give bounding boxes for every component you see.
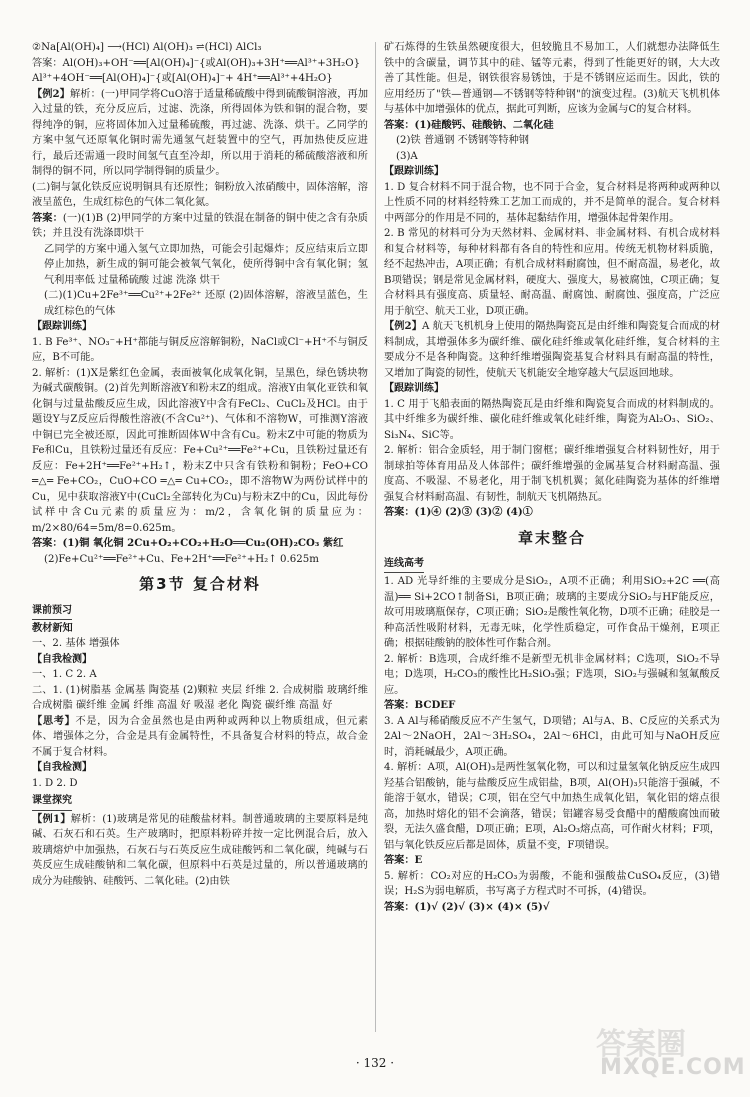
self-check-title: 自我检测: [42, 653, 82, 665]
answer-text: (2)铁 普通钢 不锈钢等特种钢: [396, 135, 529, 146]
answer-label: 答案：: [32, 211, 63, 224]
answer-text: 答案：(1)硅酸钙、硅酸钠、二氧化硅: [384, 118, 554, 131]
watermark-logo: [596, 1019, 746, 1089]
reaction-line: ②Na[Al(OH)₄] ⟶(HCl) Al(OH)₃ ⇌(HCl) AlCl₃: [32, 42, 262, 53]
knowledge-item: 一、2. 基体 增强体: [32, 638, 120, 650]
self-check-heading: 【自我检测】: [32, 653, 92, 665]
chapter-summary-title: 章末整合: [517, 528, 586, 547]
right-column: [384, 40, 720, 915]
watermark-cn: 答案圈: [596, 1027, 686, 1062]
watermark-en: MXQE.COM: [600, 1055, 746, 1080]
training-title: 跟踪训练: [394, 166, 434, 177]
training-item-2: 2. B 常见的材料可分为天然材料、金属材料、非金属材料、有机合成材料和复合材料等，每种材料都有各自的特性和应用。传统无机物材料质脆，经不起热冲击，A项正确；有机合成材料耐腐蚀，但不耐高温，易老化，故B项错误；钢是常见金属材料，硬度大、强度大，易被腐蚀，C项正确；复合材料具有强度高、质量轻、耐高温、耐腐蚀、耐腐蚀、强度高，广泛应用于航空、航天工业，D项正确。: [384, 228, 720, 317]
training-heading: 【跟踪训练】: [384, 166, 444, 177]
exam-item-2: 2. 解析：B选项，合成纤维不是新型无机非金属材料；C选项，SiO₂不导电；D选项，H₂CO₃的酸性比H₂SiO₃强；F选项，SiO₂与强碱和氢氟酸反应。: [384, 653, 720, 696]
class-explore-heading: 课堂探究: [32, 793, 72, 810]
answer-text: Al³⁺+4OH⁻══[Al(OH)₄]⁻{或[Al(OH)₄]⁻+ 4H⁺══Al³⁺+4H₂O}: [32, 73, 333, 84]
example-text: (二)铜与氯化铁反应说明铜具有还原性；铜粉放入浓硝酸中，固体溶解，溶液呈蓝色，生成红棕色的气体二氧化氮。: [32, 181, 368, 208]
answer-text: 答案：(1)④ (2)③ (3)② (4)①: [384, 506, 533, 518]
self-check-item: 1. D 2. D: [32, 777, 78, 789]
answer-text: (2)Fe+Cu²⁺══Fe²⁺+Cu、Fe+2H⁺══Fe²⁺+H₂↑ 0.625m: [44, 553, 319, 565]
new-knowledge-heading: 教材新知: [32, 621, 73, 634]
think-text: 不是，因为合金虽然也是由两种或两种以上物质组成，但元素体、增强体之分，合金是具有金属特性，不具备复合材料的特点，故合金不属于复合材料。: [32, 715, 369, 758]
exam-item-5: 5. 解析：CO₂对应的H₂CO₃为弱酸，不能和强酸盐CuSO₄反应，(3)错误；H₂S为弱电解质，书写离子方程式时不可拆，(4)错误。: [384, 870, 720, 898]
training-heading: 【跟踪训练】: [384, 383, 444, 394]
example-text: A 航天飞机机身上使用的隔热陶瓷瓦是由纤维和陶瓷复合而成的材料制成，其增强体多为碳纤维、碳化硅纤维或氧化硅纤维，复合材料的主要成分不是各种陶瓷。这种纤维增强陶瓷基复合材料具有耐高温的特性，又增加了陶瓷的韧性，使航天飞机能安全地穿越大气层返回地球。: [384, 321, 720, 379]
page-number: · 132 ·: [355, 1056, 395, 1070]
training-item-2: 2. 解析：(1)X是紫红色金属，表面被氧化成氧化铜，呈黑色，绿色锈块物为碱式碳酸铜。(2)首先判断溶液Y和粉末Z的组成。溶液Y由氧化亚铁和氧化铜与过量盐酸反应生成，因此溶液Y中含有FeCl₂、CuCl₂及HCl。由于题设Y与Z反应后得酸性溶液(不含Cu²⁺)、气体和不溶物W，可推测Y溶液中铜已完全被还原，因此可推断固体W中含有Cu。粉末Z中可能的物质为Fe和Cu，且铁粉过量还有反应：Fe+Cu²⁺══Fe²⁺+Cu，且铁粉过量还有反应：Fe+2H⁺══Fe²⁺+H₂↑，粉末Z中只含有铁粉和铜粉；FeO+CO ═△═ Fe+CO₂，CuO+CO ═△═ Cu+CO₂，即不溶物W为两份试样中的Cu，见中获取溶液Y中(CuCl₂全部转化为Cu)与粉末Z中的Cu，因此每份试样中含Cu元素的质量应为：m/2，含氧化铜的质量应为：m/2×80/64=5m/8=0.625m。: [32, 367, 368, 534]
training-title: 跟踪训练: [42, 321, 82, 332]
column-divider: [375, 42, 376, 1032]
training-item-1: 1. B Fe³⁺、NO₃⁻+H⁺都能与铜反应溶解铜粉，NaCl或Cl⁻+H⁺不与铜反应，B不可能。: [32, 336, 368, 363]
think-label: 【思考】: [32, 714, 76, 727]
section-title: 第3节 复合材料: [139, 575, 261, 593]
continued-text: 矿石炼得的生铁虽然硬度很大，但较脆且不易加工，人们就想办法降低生铁中的含碳量，调节其中的硅、锰等元素，得到了性能更好的钢，大大改善了其性能。但是，钢铁很容易锈蚀，于是不锈钢应运而生。因此，铁的应用经历了"铁—普通钢—不锈钢等特种钢"的演变过程。(3)航天飞机机体与基体中加增强体的优点，据此可判断，应该为金属与C的复合材料。: [384, 42, 720, 115]
answer-block: [32, 211, 368, 242]
example-2: [384, 319, 720, 381]
answer-text: 乙同学的方案中通入氢气立即加热，可能会引起爆炸；反应结束后立即停止加热，新生成的铜可能会被氧气氧化，使所得铜中含有氧化铜；氢气利用率低 过量稀硫酸 过滤 洗涤 烘干: [44, 243, 368, 286]
example-2: [32, 87, 368, 180]
exam-item-3: 3. A Al与稀硝酸反应不产生氢气，D项错；Al与A、B、C反应的关系式为2Al～2NaOH，2Al～3H₂SO₄，2Al～6HCl，由此可知与NaOH反应时，消耗碱最少，A项正确。: [384, 715, 720, 758]
training-item-1: 1. C 用于飞船表面的隔热陶瓷瓦是由纤维和陶瓷复合而成的材料制成的。其中纤维多为碳纤维、碳化硅纤维或氧化硅纤维，陶瓷为Al₂O₃、SiO₂、Si₃N₄、SiC等。: [384, 398, 720, 441]
training-item-1: 1. D 复合材料不同于混合物，也不同于合金，复合材料是将两种或两种以上性质不同的材料经特殊工艺加工而成的，并不是简单的混合。复合材料中两部分的作用是不同的，基体起黏结作用，增强体起骨架作用。: [384, 181, 720, 224]
self-check-item: 二、1. (1)树脂基 金属基 陶瓷基 (2)颗粒 夹层 纤维 2. 合成树脂 玻璃纤维 合成树脂 碳纤维 金属 纤维 高温 好 吸湿 老化 陶瓷 碳纤维 高温 好: [32, 684, 368, 712]
link-exam-heading: 连线高考: [384, 556, 424, 573]
self-check-item: 一、1. C 2. A: [32, 669, 97, 681]
think-block: [32, 714, 368, 761]
example-text: 解析：(一)甲同学将CuO溶于适量稀硫酸中得到硫酸铜溶液，再加入过量的铁，充分反应后，过滤、洗涤，所得固体为铁和铜的混合物，要得纯净的铜，应将固体加入过量稀硫酸，再过滤、洗涤、烘干。乙同学的方案中氢气还原氧化铜时需先通氢气赶装置中的空气，再加热使反应进行，最后还需通一段时间氢气直至冷却，所以用于消耗的稀硫酸溶液和所制得的铜不同，所以同学制得铜的质量少。: [32, 88, 369, 177]
answer-text: 答案：(1)铜 氧化铜 2Cu+O₂+CO₂+H₂O══Cu₂(OH)₂CO₃ 紫红: [32, 537, 344, 549]
self-check-heading: 【自我检测】: [32, 762, 92, 774]
training-item-2: 2. 解析：铝合金质轻，用于制门窗框；碳纤维增强复合材料韧性好，用于制球拍等体育用品及人体部件；碳纤维增强的金属基复合材料耐高温、强度高、不吸湿、不易老化，用于制飞机机翼；氮化硅陶瓷为基体的纤维增强复合材料耐高温、有韧性，制航天飞机隔热瓦。: [384, 445, 720, 503]
example-tag: 【例2】: [384, 320, 422, 332]
answer-text: 答案：BCDEF: [384, 699, 456, 712]
answer-text: 答案：Al(OH)₃+OH⁻══[Al(OH)₄]⁻{或Al(OH)₃+3H⁺══Al³⁺+3H₂O}: [32, 57, 361, 69]
example-text: 解析：(1)玻璃是常见的硅酸盐材料。制普通玻璃的主要原料是纯碱、石灰石和石英。生产玻璃时，把原料粉碎并按一定比例混合后，放入玻璃熔炉中加强热，石灰石与石英反应生成硅酸钙和二氧化碳，纯碱与石英反应生成硅酸钠和二氧化碳，但原料中石英是过量的，所以普通玻璃的成分为硅酸钠、硅酸钙、二氧化硅。(2)由铁: [32, 813, 368, 887]
example-tag: 【例1】: [32, 812, 71, 825]
answer-text: 答案：E: [384, 854, 423, 867]
answer-text: (一)(1)B (2)甲同学的方案中过量的铁混在制备的铜中使之含有杂质铁；并且没有洗涤即烘干: [32, 212, 368, 239]
example-tag: 【例2】: [32, 87, 71, 100]
exam-item-1: 1. AD 光导纤维的主要成分是SiO₂，A项不正确；利用SiO₂+2C ══(高温)══ Si+2CO↑制备Si，B项正确；玻璃的主要成分SiO₂与HF能反应，故可用玻璃瓶保存，C项正确；SiO₂是酸性氧化物，D项不正确；硅胶是一种高活性吸附材料，无毒无味，化学性质稳定，可作食品干燥剂，E项正确；根据硅酸钠的胶体性可作黏合剂。: [384, 576, 720, 650]
training-title: 跟踪训练: [394, 383, 434, 394]
left-column: [32, 40, 368, 889]
self-check-title: 自我检测: [42, 762, 82, 774]
example-1: [32, 812, 368, 890]
answer-text: (3)A: [396, 150, 418, 162]
answer-text: 答案：(1)√ (2)√ (3)× (4)× (5)√: [384, 900, 550, 913]
prep-heading: 课前预习: [32, 603, 72, 620]
answer-text: (二)(1)Cu+2Fe³⁺══Cu²⁺+2Fe²⁺ 还原 (2)固体溶解，溶液呈蓝色，生成红棕色的气体: [44, 290, 368, 317]
exam-item-4: 4. 解析：A项，Al(OH)₃是两性氢氧化物，可以和过量氢氧化钠反应生成四羟基合铝酸钠，能与盐酸反应生成铝盐，B项，Al(OH)₃只能溶于强碱，不能溶于氨水，错误；C项，铝在空气中加热生成氧化铝，氧化铝的熔点很高，加热时熔化的铝不会滴落，错误；铝罐容易受食醋中的醋酸腐蚀而破裂，无法久盛食醋，D项正确；E项，Al₂O₃熔点高，可作耐火材料；F项，铝与氧化铁反应后都是固体，质量不变，F项错误。: [384, 762, 720, 851]
training-heading: 【跟踪训练】: [32, 321, 92, 332]
